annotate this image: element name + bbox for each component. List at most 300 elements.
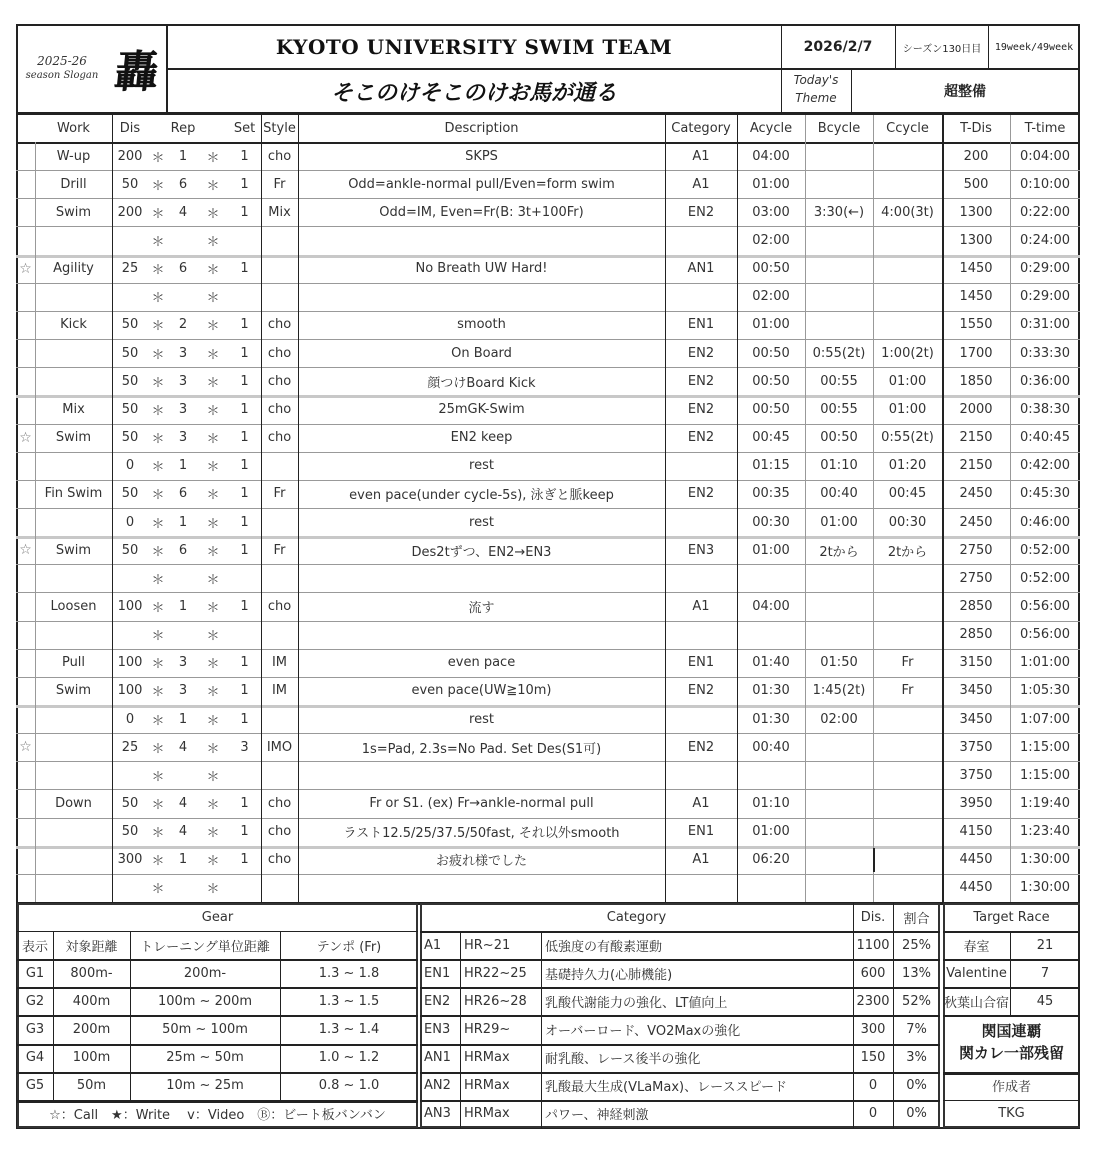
cell-mark[interactable] bbox=[16, 789, 35, 817]
cell-style bbox=[261, 283, 298, 311]
cell-ttime: 0:36:00 bbox=[1019, 373, 1071, 389]
cell-rep: 4 bbox=[178, 204, 188, 220]
author-name: TKG bbox=[998, 1106, 1025, 1122]
season-slogan-label: season Slogan bbox=[25, 69, 99, 81]
team-logo-calligraphy: 轟 bbox=[111, 47, 162, 98]
cell-tdis: 200 bbox=[963, 148, 989, 164]
cell-x2: ＊ bbox=[206, 347, 220, 363]
table-row[interactable] bbox=[16, 677, 1080, 705]
cell-work: Kick bbox=[60, 317, 87, 333]
cell-a: 00:30 bbox=[752, 514, 790, 530]
cell-mark[interactable] bbox=[16, 761, 35, 789]
cell-rep: 3 bbox=[178, 683, 188, 699]
cell-c bbox=[873, 733, 942, 761]
column-header-set: Set bbox=[233, 121, 256, 136]
team-goal-1: 関国連覇 bbox=[981, 1021, 1042, 1040]
cell-c bbox=[873, 789, 942, 817]
cell-dis: 100 bbox=[117, 598, 143, 614]
cell-style bbox=[261, 761, 298, 789]
cell-c bbox=[873, 170, 942, 198]
cell-dis: 50 bbox=[121, 345, 139, 361]
table-row[interactable] bbox=[16, 846, 1080, 874]
cell-x1: ＊ bbox=[151, 206, 165, 222]
cell-c bbox=[873, 283, 942, 311]
cell-work bbox=[35, 283, 112, 311]
cell-x1: ＊ bbox=[151, 854, 165, 870]
cell-x1: ＊ bbox=[151, 488, 165, 504]
cell-a: 00:50 bbox=[752, 401, 790, 417]
category-cell: 52% bbox=[902, 993, 931, 1009]
cell-mark[interactable] bbox=[16, 198, 35, 226]
cell-b: 2tから bbox=[819, 544, 859, 560]
cell-mark[interactable] bbox=[16, 874, 35, 902]
cell-c bbox=[873, 564, 942, 592]
category-cell: 耐乳酸、レース後半の強化 bbox=[545, 1052, 701, 1068]
category-cell: 乳酸代謝能力の強化、LT値向上 bbox=[545, 995, 728, 1011]
cell-work: Drill bbox=[60, 176, 87, 192]
cell-set bbox=[228, 621, 261, 649]
cell-a: 00:50 bbox=[752, 373, 790, 389]
cell-cat bbox=[665, 564, 737, 592]
cell-dis: 50 bbox=[121, 430, 139, 446]
table-row[interactable] bbox=[16, 255, 1080, 283]
gear-cell: 1.3 ~ 1.8 bbox=[318, 965, 380, 981]
column-header-bcycle: Bcycle bbox=[817, 121, 861, 136]
cell-b: 3:30(←) bbox=[813, 204, 865, 220]
cell-work bbox=[35, 818, 112, 846]
gear-cell: 100m ~ 200m bbox=[157, 993, 253, 1009]
cell-c bbox=[873, 592, 942, 620]
cell-mark[interactable] bbox=[16, 367, 35, 395]
theme-label-2: Theme bbox=[795, 91, 837, 105]
cell-ttime: 1:07:00 bbox=[1019, 711, 1071, 727]
cell-a bbox=[737, 621, 805, 649]
category-cell: 0 bbox=[868, 1078, 878, 1094]
cell-rep: 1 bbox=[178, 148, 188, 164]
cell-work bbox=[35, 621, 112, 649]
column-header-category: Category bbox=[671, 121, 731, 136]
cell-set: 1 bbox=[240, 458, 249, 474]
cell-tdis: 3450 bbox=[959, 711, 993, 727]
cell-a: 04:00 bbox=[752, 148, 790, 164]
cell-cat bbox=[665, 283, 737, 311]
cell-mark[interactable] bbox=[16, 395, 35, 423]
cell-mark[interactable] bbox=[16, 170, 35, 198]
cell-work: Agility bbox=[53, 261, 94, 277]
cell-set: 1 bbox=[240, 261, 249, 277]
cell-cat: EN1 bbox=[687, 655, 715, 671]
table-row[interactable] bbox=[16, 480, 1080, 508]
category-cell: 基礎持久力(心肺機能) bbox=[545, 967, 673, 983]
table-row[interactable] bbox=[16, 170, 1080, 198]
cell-style: cho bbox=[267, 430, 292, 446]
cell-cat bbox=[665, 874, 737, 902]
cell-ttime: 1:19:40 bbox=[1019, 796, 1071, 811]
table-row[interactable] bbox=[16, 424, 1080, 452]
cell-a: 01:00 bbox=[752, 317, 790, 333]
cell-mark[interactable] bbox=[16, 311, 35, 339]
cell-mark[interactable] bbox=[16, 564, 35, 592]
cell-ttime: 0:33:30 bbox=[1019, 345, 1071, 361]
cell-c bbox=[873, 311, 942, 339]
cell-mark[interactable] bbox=[16, 508, 35, 536]
cell-b: 1:45(2t) bbox=[812, 683, 866, 699]
cell-set bbox=[228, 564, 261, 592]
cell-cat bbox=[665, 226, 737, 254]
cell-ttime: 1:23:40 bbox=[1019, 824, 1071, 840]
cell-a: 00:50 bbox=[752, 345, 790, 361]
cell-set: 1 bbox=[240, 711, 249, 727]
gear-cell: G3 bbox=[25, 1021, 45, 1037]
cell-x2: ＊ bbox=[206, 629, 220, 645]
table-row[interactable] bbox=[16, 789, 1080, 817]
cell-x2: ＊ bbox=[206, 291, 220, 307]
cell-x1: ＊ bbox=[151, 600, 165, 616]
cell-style bbox=[261, 255, 298, 283]
cell-set: 3 bbox=[240, 739, 249, 755]
table-row[interactable] bbox=[16, 733, 1080, 761]
cell-x2: ＊ bbox=[206, 150, 220, 166]
table-row[interactable] bbox=[16, 621, 1080, 649]
table-row[interactable] bbox=[16, 649, 1080, 677]
category-cell: HRMax bbox=[464, 1078, 510, 1094]
cell-ttime: 0:52:00 bbox=[1019, 570, 1071, 586]
gear-cell: 50m ~ 100m bbox=[162, 1021, 248, 1037]
category-cell: HRMax bbox=[464, 1050, 510, 1066]
cell-desc bbox=[298, 761, 665, 789]
cell-set: 1 bbox=[240, 852, 249, 868]
cell-cat: A1 bbox=[692, 796, 710, 811]
cell-set: 1 bbox=[240, 401, 249, 417]
table-row[interactable] bbox=[16, 283, 1080, 311]
cell-style bbox=[261, 508, 298, 536]
cell-ttime: 0:24:00 bbox=[1019, 233, 1071, 248]
gear-header: 表示 bbox=[21, 939, 48, 955]
cell-mark[interactable]: ☆ bbox=[19, 429, 32, 446]
cell-desc: SKPS bbox=[465, 148, 498, 164]
cell-rep: 6 bbox=[178, 486, 188, 502]
table-row[interactable] bbox=[16, 874, 1080, 902]
table-row[interactable] bbox=[16, 452, 1080, 480]
cell-mark[interactable] bbox=[16, 846, 35, 874]
cell-style: IM bbox=[271, 683, 288, 699]
cell-c bbox=[873, 846, 942, 874]
cell-ttime: 0:31:00 bbox=[1019, 317, 1071, 333]
cell-x1: ＊ bbox=[151, 235, 165, 250]
category-cell: HR~21 bbox=[464, 937, 511, 953]
cell-tdis: 2150 bbox=[959, 458, 993, 474]
cell-x2: ＊ bbox=[206, 544, 220, 560]
table-row[interactable] bbox=[16, 592, 1080, 620]
cell-set: 1 bbox=[240, 317, 249, 333]
cell-b bbox=[805, 592, 873, 620]
cell-desc: 1s=Pad, 2.3s=No Pad. Set Des(S1可) bbox=[361, 741, 602, 757]
cell-x1: ＊ bbox=[151, 150, 165, 166]
cell-mark[interactable] bbox=[16, 226, 35, 254]
cell-work bbox=[35, 846, 112, 874]
cell-ttime: 1:05:30 bbox=[1019, 683, 1071, 699]
table-row[interactable] bbox=[16, 311, 1080, 339]
cell-dis: 0 bbox=[125, 458, 135, 474]
table-row[interactable] bbox=[16, 395, 1080, 423]
cell-mark[interactable] bbox=[16, 649, 35, 677]
cell-dis: 100 bbox=[117, 683, 143, 699]
cell-ttime: 0:04:00 bbox=[1019, 148, 1071, 164]
cell-tdis: 2750 bbox=[959, 570, 993, 586]
column-header-ccycle: Ccycle bbox=[886, 121, 929, 136]
table-row[interactable] bbox=[16, 339, 1080, 367]
cell-style bbox=[261, 452, 298, 480]
category-cell: 600 bbox=[860, 965, 886, 981]
cell-dis: 0 bbox=[125, 514, 135, 530]
cell-rep bbox=[168, 564, 198, 592]
cell-cat: EN2 bbox=[687, 345, 715, 361]
cell-x1: ＊ bbox=[151, 263, 165, 279]
cell-desc: On Board bbox=[451, 345, 512, 361]
category-cell: 0% bbox=[906, 1106, 927, 1122]
cell-mark[interactable] bbox=[16, 705, 35, 733]
cell-set bbox=[228, 283, 261, 311]
table-row[interactable] bbox=[16, 226, 1080, 254]
table-row[interactable] bbox=[16, 142, 1080, 170]
table-row[interactable] bbox=[16, 818, 1080, 846]
cell-x1: ＊ bbox=[151, 572, 165, 588]
cell-work: Fin Swim bbox=[44, 486, 103, 502]
cell-mark[interactable] bbox=[16, 452, 35, 480]
cell-c: 2tから bbox=[887, 544, 928, 560]
cell-c: 01:00 bbox=[888, 373, 927, 389]
gear-cell: 25m ~ 50m bbox=[166, 1050, 244, 1066]
cell-tdis: 3450 bbox=[959, 683, 993, 699]
cell-a bbox=[737, 564, 805, 592]
cell-rep bbox=[168, 874, 198, 902]
cell-set: 1 bbox=[240, 373, 249, 389]
cell-ttime: 1:30:00 bbox=[1019, 852, 1071, 868]
cell-mark[interactable] bbox=[16, 142, 35, 170]
cell-b: 0:55(2t) bbox=[812, 345, 866, 361]
cell-mark[interactable] bbox=[16, 621, 35, 649]
cell-ttime: 0:42:00 bbox=[1019, 458, 1071, 474]
cell-desc: No Breath UW Hard! bbox=[415, 261, 548, 277]
table-row[interactable] bbox=[16, 761, 1080, 789]
cell-b bbox=[805, 874, 873, 902]
cell-b: 02:00 bbox=[820, 711, 858, 727]
cell-x1: ＊ bbox=[151, 826, 165, 842]
target-race-days: 7 bbox=[1040, 965, 1050, 981]
cell-mark[interactable] bbox=[16, 480, 35, 508]
cell-desc: rest bbox=[469, 711, 494, 727]
cell-style bbox=[261, 874, 298, 902]
table-row[interactable] bbox=[16, 508, 1080, 536]
cell-desc: 流す bbox=[468, 600, 495, 616]
cell-dis bbox=[112, 621, 148, 649]
cell-x1: ＊ bbox=[151, 432, 165, 448]
cell-mark[interactable]: ☆ bbox=[19, 260, 32, 277]
cell-desc: rest bbox=[469, 514, 494, 530]
practice-date: 2026/2/7 bbox=[803, 39, 873, 55]
cell-x1: ＊ bbox=[151, 769, 165, 785]
cell-dis: 50 bbox=[121, 401, 139, 417]
cell-dis: 50 bbox=[121, 176, 139, 192]
cell-x1: ＊ bbox=[151, 291, 165, 307]
cell-b bbox=[805, 226, 873, 254]
table-row[interactable] bbox=[16, 536, 1080, 564]
cell-b bbox=[805, 255, 873, 283]
cell-c: Fr bbox=[901, 683, 914, 699]
season-label: 2025-26 bbox=[37, 54, 87, 68]
cell-tdis: 500 bbox=[963, 176, 989, 192]
column-header-acycle: Acycle bbox=[749, 121, 793, 136]
cell-cat: A1 bbox=[692, 598, 710, 614]
cell-c bbox=[873, 818, 942, 846]
category-cell: A1 bbox=[424, 937, 442, 953]
category-ratio-header: 割合 bbox=[903, 911, 930, 927]
cell-mark[interactable] bbox=[16, 677, 35, 705]
cell-x2: ＊ bbox=[206, 798, 220, 813]
cell-rep: 3 bbox=[178, 430, 188, 446]
gear-header: 対象距離 bbox=[65, 939, 118, 955]
cell-cat bbox=[665, 452, 737, 480]
category-cell: EN1 bbox=[424, 965, 451, 981]
cell-dis: 0 bbox=[125, 711, 135, 727]
cell-ttime: 0:52:00 bbox=[1019, 542, 1071, 558]
cell-mark[interactable] bbox=[16, 818, 35, 846]
cell-tdis: 2000 bbox=[959, 401, 993, 417]
cell-x2: ＊ bbox=[206, 488, 220, 504]
category-cell: AN2 bbox=[424, 1078, 451, 1094]
cell-ttime: 0:40:45 bbox=[1019, 430, 1071, 446]
gear-cell: 1.3 ~ 1.5 bbox=[318, 993, 380, 1009]
gear-cell: 50m bbox=[76, 1078, 107, 1094]
cell-mark[interactable]: ☆ bbox=[19, 542, 32, 559]
cell-rep: 3 bbox=[178, 373, 188, 389]
cell-work bbox=[35, 733, 112, 761]
table-row[interactable] bbox=[16, 705, 1080, 733]
table-row[interactable] bbox=[16, 564, 1080, 592]
cell-x2: ＊ bbox=[206, 516, 220, 532]
cell-x1: ＊ bbox=[151, 375, 165, 391]
column-header-tdis: T-Dis bbox=[960, 121, 992, 136]
cell-x2: ＊ bbox=[206, 854, 220, 870]
cell-tdis: 1300 bbox=[959, 233, 993, 248]
target-race-title: Target Race bbox=[973, 909, 1050, 925]
cell-c bbox=[873, 761, 942, 789]
gear-header: テンポ (Fr) bbox=[316, 939, 382, 955]
category-dis-header: Dis. bbox=[860, 909, 886, 925]
cell-cat: EN2 bbox=[687, 401, 715, 417]
cell-b bbox=[805, 846, 873, 874]
cell-rep: 3 bbox=[178, 401, 188, 417]
cell-desc: rest bbox=[469, 458, 494, 474]
cell-tdis: 2150 bbox=[959, 430, 993, 446]
category-cell: 1100 bbox=[856, 937, 890, 953]
cell-ttime: 1:30:00 bbox=[1019, 880, 1071, 896]
cell-set: 1 bbox=[240, 345, 249, 361]
cell-b bbox=[805, 311, 873, 339]
cell-c bbox=[873, 621, 942, 649]
cell-a: 01:00 bbox=[752, 542, 790, 558]
cell-ttime: 0:46:00 bbox=[1019, 514, 1071, 530]
gear-cell: G5 bbox=[25, 1078, 45, 1094]
target-race-days: 45 bbox=[1036, 993, 1054, 1009]
cell-rep: 6 bbox=[178, 176, 188, 192]
cell-a: 03:00 bbox=[752, 204, 790, 220]
season-week: 19week/49week bbox=[994, 41, 1074, 53]
cell-cat bbox=[665, 621, 737, 649]
target-race-name: 秋葉山合宿 bbox=[943, 995, 1009, 1011]
category-cell: オーバーロード、VO2Maxの強化 bbox=[545, 1023, 741, 1039]
cell-desc: even pace(under cycle-5s), 泳ぎと脈keep bbox=[349, 488, 614, 504]
gear-cell: 10m ~ 25m bbox=[166, 1078, 244, 1094]
cell-x1: ＊ bbox=[151, 882, 165, 898]
cell-style: cho bbox=[267, 796, 292, 811]
cell-dis: 50 bbox=[121, 486, 139, 502]
cell-x1: ＊ bbox=[151, 741, 165, 757]
cell-a: 00:50 bbox=[752, 261, 790, 277]
cell-cat: EN2 bbox=[687, 430, 715, 446]
cell-tdis: 1700 bbox=[959, 345, 993, 361]
cell-set: 1 bbox=[240, 430, 249, 446]
cell-desc: even pace bbox=[447, 655, 516, 671]
cell-desc: smooth bbox=[457, 317, 506, 333]
cell-a: 01:15 bbox=[752, 458, 790, 474]
category-cell: EN3 bbox=[424, 1021, 451, 1037]
cell-dis: 50 bbox=[121, 824, 139, 840]
cell-work: Swim bbox=[55, 542, 92, 558]
cell-mark[interactable] bbox=[16, 339, 35, 367]
cell-a: 06:20 bbox=[752, 852, 790, 868]
cell-style: cho bbox=[267, 373, 292, 389]
table-row[interactable] bbox=[16, 198, 1080, 226]
cell-work bbox=[35, 226, 112, 254]
cell-x1: ＊ bbox=[151, 629, 165, 645]
cell-cat: A1 bbox=[692, 148, 710, 164]
column-header-dis: Dis bbox=[119, 121, 141, 136]
category-cell: 3% bbox=[906, 1050, 927, 1066]
category-cell: 2300 bbox=[856, 993, 890, 1009]
table-row[interactable] bbox=[16, 367, 1080, 395]
cell-mark[interactable] bbox=[16, 592, 35, 620]
column-header-work: Work bbox=[57, 121, 90, 136]
cell-work bbox=[35, 367, 112, 395]
cell-cat: EN1 bbox=[687, 317, 715, 333]
cell-desc: Odd=IM, Even=Fr(B: 3t+100Fr) bbox=[379, 204, 584, 220]
cell-tdis: 4450 bbox=[959, 880, 993, 896]
cell-b: 00:55 bbox=[820, 401, 858, 417]
cell-x2: ＊ bbox=[206, 235, 220, 250]
cell-c: 00:30 bbox=[888, 514, 927, 530]
cell-work bbox=[35, 564, 112, 592]
cell-mark[interactable]: ☆ bbox=[19, 739, 32, 756]
cell-rep bbox=[168, 283, 198, 311]
cell-b: 00:40 bbox=[820, 486, 858, 502]
cell-desc: EN2 keep bbox=[450, 430, 513, 446]
cell-work bbox=[35, 874, 112, 902]
cell-desc: even pace(UW≧10m) bbox=[411, 683, 552, 699]
category-cell: 300 bbox=[860, 1021, 886, 1037]
category-title: Category bbox=[606, 909, 667, 925]
cell-tdis: 1550 bbox=[959, 317, 993, 333]
cell-desc bbox=[298, 564, 665, 592]
cell-a: 00:45 bbox=[752, 430, 790, 446]
cell-tdis: 3750 bbox=[959, 739, 993, 755]
cell-desc bbox=[298, 283, 665, 311]
cell-x2: ＊ bbox=[206, 403, 220, 419]
cell-rep: 2 bbox=[178, 317, 188, 333]
cell-x2: ＊ bbox=[206, 263, 220, 279]
cell-mark[interactable] bbox=[16, 283, 35, 311]
cell-ttime: 0:29:00 bbox=[1019, 289, 1071, 305]
